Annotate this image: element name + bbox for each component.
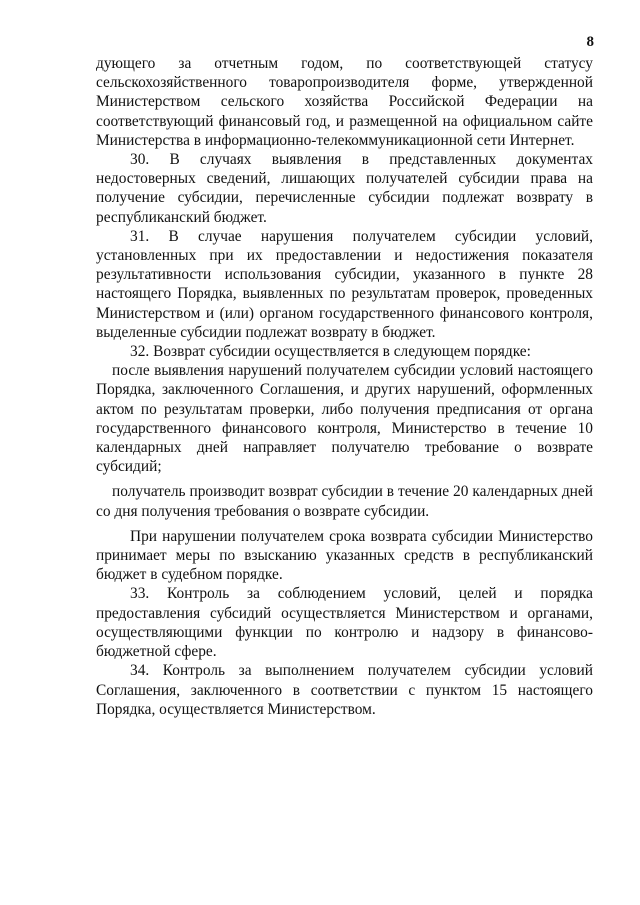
page-number: 8	[586, 34, 594, 50]
paragraph-item-32-step-2: получатель производит возврат субсидии в течение 20 календарных дней со дня получения требования о возврате субсидии.	[96, 483, 593, 520]
paragraph-item-34: 34. Контроль за выполнением получателем субсидии условий Соглашения, заключенного в соответствии с пунктом 15 настоящего Порядка, осуществляется Министерством.	[96, 662, 593, 718]
paragraph-item-32: 32. Возврат субсидии осуществляется в следующем порядке:	[130, 343, 531, 361]
paragraph-item-30: 30. В случаях выявления в представленных документах недостоверных сведений, лишающих получателей субсидии права на получение субсидии, перечисленные субсидии подлежат возврату в республиканский бюджет.	[96, 151, 593, 226]
paragraph-continuation: дующего за отчетным годом, по соответствующей статусу сельскохозяйственного товаропроизводителя форме, утвержденной Министерством сельского хозяйства Российской Федерации на соответствующий финансовый год, и размещенной на официальном сайте Министерства в информационно-телекоммуникационной сети Интернет.	[96, 55, 593, 149]
paragraph-item-31: 31. В случае нарушения получателем субсидии условий, установленных при их предоставлении и недостижения показателя результативности использования субсидии, указанного в пункте 28 настоящего Порядка, выявленных по результатам проверок, проведенных Министерством и (или) органом государственного финансового контроля, выделенные субсидии подлежат возврату в бюджет.	[96, 227, 593, 341]
paragraph-item-33: 33. Контроль за соблюдением условий, целей и порядка предоставления субсидий осуществляется Министерством и органами, осуществляющими функции по контролю и надзору в финансово-бюджетной сфере.	[96, 585, 593, 661]
paragraph-item-32-penalty: При нарушении получателем срока возврата субсидии Министерство принимает меры по взысканию указанных средств в республиканский бюджет в судебном порядке.	[96, 527, 593, 584]
paragraph-item-32-step-1: после выявления нарушений получателем субсидии условий настоящего Порядка, заключенного Соглашения, и других нарушений, оформленных актом по результатам проверки, либо получения предписания от органа государственного финансового контроля, Министерство в течение 10 календарных дней направляет получателю требование о возврате субсидий;	[96, 362, 593, 476]
document-body	[96, 54, 593, 719]
